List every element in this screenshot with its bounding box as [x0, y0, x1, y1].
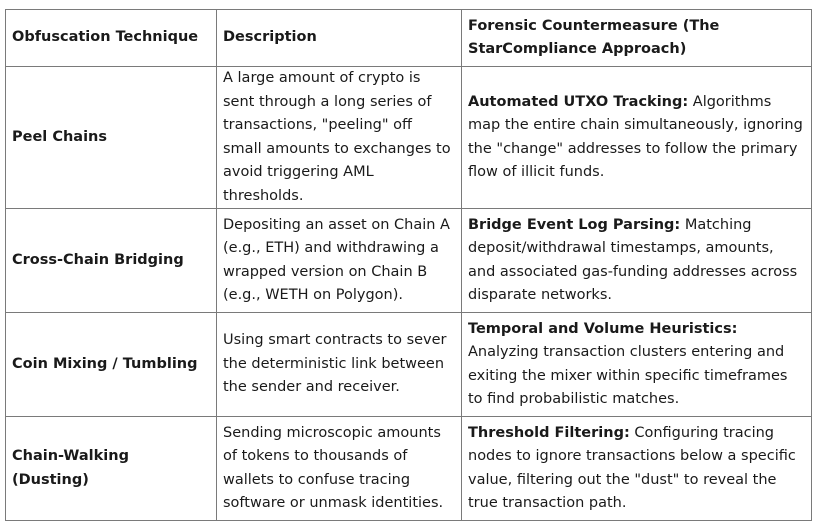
table-row [6, 209, 812, 313]
countermeasure-cell [462, 313, 812, 417]
technique-cell: Coin Mixing / Tumbling [6, 313, 217, 417]
countermeasure-text: Matching deposit/withdrawal timestamps, amounts, and associated gas-funding addresses across disparate networks. [468, 216, 798, 303]
header-description: Description [217, 10, 462, 67]
countermeasure-cell [462, 417, 812, 521]
description-cell: Depositing an asset on Chain A (e.g., ETH) and withdrawing a wrapped version on Chain B (e.g., WETH on Polygon). [217, 209, 462, 313]
table-row [6, 67, 812, 209]
table-row [6, 417, 812, 521]
countermeasure-cell [462, 209, 812, 313]
countermeasure-lead: Threshold Filtering: [468, 424, 630, 441]
countermeasure-text: Algorithms map the entire chain simultaneously, ignoring the "change" addresses to follow the primary flow of illicit funds. [468, 93, 803, 180]
countermeasure-text: Configuring tracing nodes to ignore transactions below a specific value, filtering out the "dust" to reveal the true transaction path. [468, 424, 796, 511]
countermeasure-lead: Automated UTXO Tracking: [468, 93, 689, 110]
table-header-row [6, 10, 812, 67]
obfuscation-countermeasures-table [5, 9, 812, 521]
countermeasure-lead: Temporal and Volume Heuristics: [468, 320, 738, 337]
table-row [6, 313, 812, 417]
technique-cell: Peel Chains [6, 67, 217, 209]
description-cell: Using smart contracts to sever the deterministic link between the sender and receiver. [217, 313, 462, 417]
technique-cell: Chain-Walking (Dusting) [6, 417, 217, 521]
technique-cell: Cross-Chain Bridging [6, 209, 217, 313]
countermeasure-lead: Bridge Event Log Parsing: [468, 216, 681, 233]
countermeasure-cell [462, 67, 812, 209]
description-cell: Sending microscopic amounts of tokens to thousands of wallets to confuse tracing software or unmask identities. [217, 417, 462, 521]
header-countermeasure: Forensic Countermeasure (The StarCompliance Approach) [462, 10, 812, 67]
countermeasure-text: Analyzing transaction clusters entering and exiting the mixer within specific timeframes to find probabilistic matches. [468, 344, 788, 407]
description-cell: A large amount of crypto is sent through a long series of transactions, "peeling" off small amounts to exchanges to avoid triggering AML thresholds. [217, 67, 462, 209]
header-technique: Obfuscation Technique [6, 10, 217, 67]
